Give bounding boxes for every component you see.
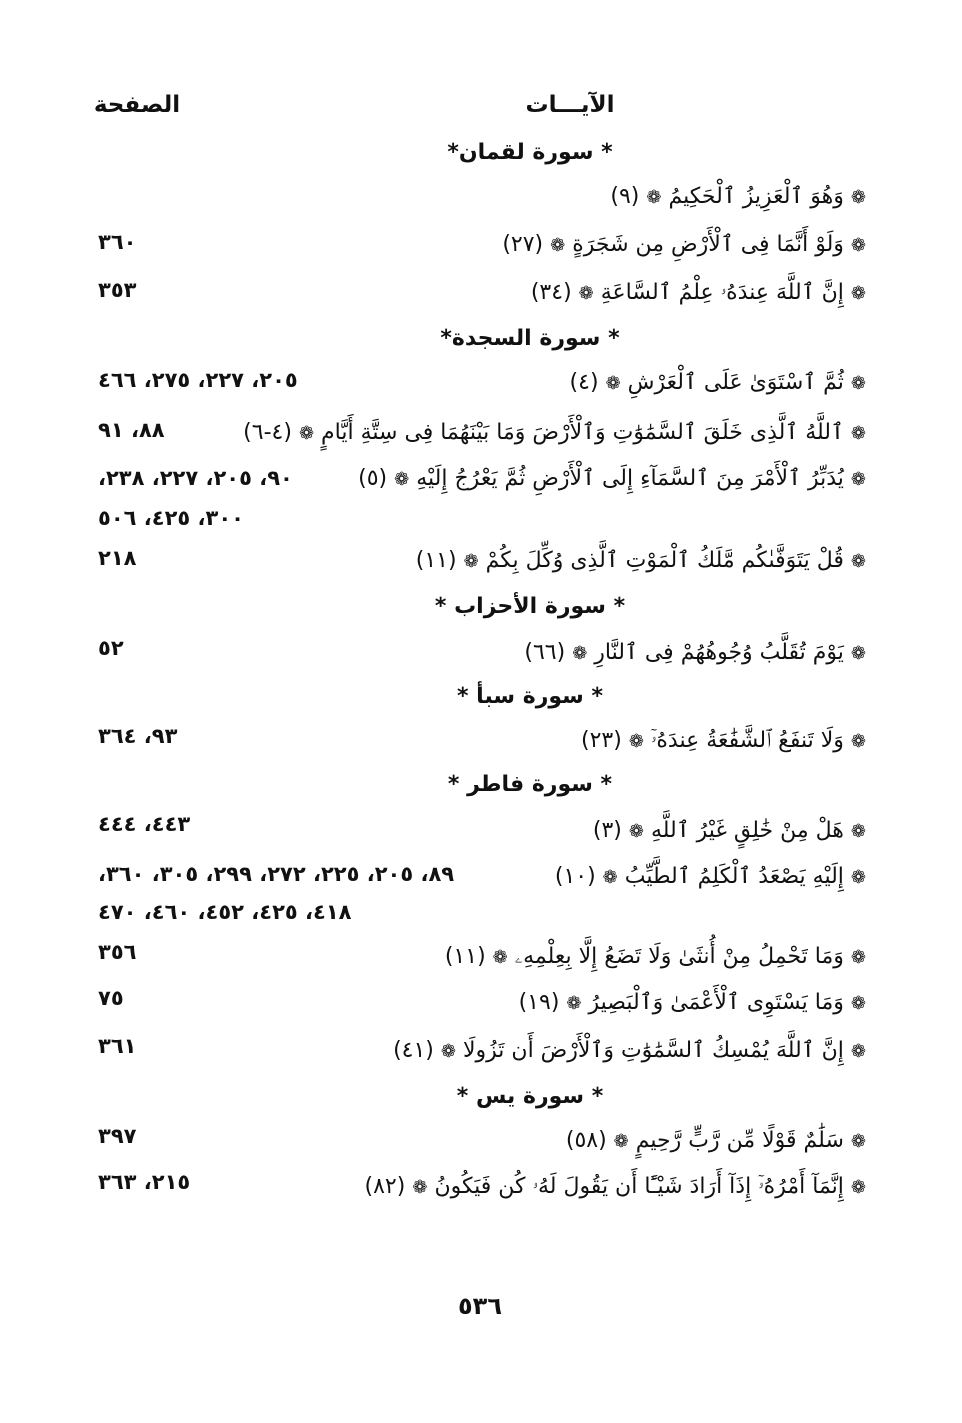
close-bracket-ornament: ❁ [412,1177,428,1198]
verse-number: (٢٧) [502,232,544,257]
open-bracket-ornament: ❁ [850,867,866,888]
verse-entry [546,864,866,889]
verse-number: (٣٤) [530,280,572,305]
page-reference: ٧٥ [98,986,124,1010]
verse-text: إِنَّ ٱللَّهَ عِندَهُۥ عِلْمُ ٱلسَّاعَةِ [600,280,844,305]
surah-heading-fatir: * سورة فاطر * [447,772,613,797]
verse-number: (١٩) [518,990,560,1015]
surah-heading-saba: * سورة سبأ * [457,684,603,709]
verse-number: (١٠) [554,864,596,889]
close-bracket-ornament: ❁ [550,235,566,256]
verse-number: (٤-٦) [243,420,292,445]
verse-number: (٣) [592,818,622,843]
verse-text: إِنَّمَآ أَمْرُهُۥٓ إِذَآ أَرَادَ شَيْـًٔا أَن يَقُولَ لَهُۥ كُن فَيَكُونُ [434,1174,844,1199]
verse-number: (٤١) [393,1038,434,1063]
verse-text: وَمَا يَسْتَوِى ٱلْأَعْمَىٰ وَٱلْبَصِيرُ [588,990,844,1015]
verse-text: إِنَّ ٱللَّهَ يُمْسِكُ ٱلسَّمَٰوَٰتِ وَٱلْأَرْضَ أَن تَزُولَا [462,1038,844,1063]
verse-number: (٩) [610,184,640,209]
open-bracket-ornament: ❁ [850,423,866,444]
page-reference-continued: ٤١٨، ٤٢٥، ٤٥٢، ٤٦٠، ٤٧٠ [98,900,352,924]
close-bracket-ornament: ❁ [298,423,315,444]
page-reference: ٩٠، ٢٠٥، ٢٢٧، ٢٣٨، [98,466,293,490]
surah-heading-ahzab: * سورة الأحزاب * [434,594,626,619]
verse-text: هَلْ مِنْ خَٰلِقٍ غَيْرُ ٱللَّهِ [650,818,844,843]
open-bracket-ornament: ❁ [850,187,866,208]
close-bracket-ornament: ❁ [628,821,644,842]
verse-text: ثُمَّ ٱسْتَوَىٰ عَلَى ٱلْعَرْشِ [627,370,844,395]
page-reference: ٣٥٦ [98,940,137,964]
verse-number: (١١) [415,548,457,573]
open-bracket-ornament: ❁ [850,993,866,1014]
close-bracket-ornament: ❁ [605,373,621,394]
verses-column-header: الآيـــات [525,92,615,118]
open-bracket-ornament: ❁ [850,373,866,394]
surah-heading-luqman: * سورة لقمان* [447,140,613,165]
verse-number: (٨٢) [364,1174,406,1199]
verse-text: يُدَبِّرُ ٱلْأَمْرَ مِنَ ٱلسَّمَآءِ إِلَى ٱلْأَرْضِ ثُمَّ يَعْرُجُ إِلَيْهِ [416,466,844,491]
verse-number: (٥) [358,466,388,491]
close-bracket-ornament: ❁ [613,1131,629,1152]
surah-heading-yasin: * سورة يس * [456,1084,604,1109]
page-reference: ٥٢ [98,636,124,660]
close-bracket-ornament: ❁ [463,551,479,572]
page-reference: ٢١٨ [98,546,137,570]
verse-entry [358,466,866,491]
open-bracket-ornament: ❁ [850,1041,866,1062]
verse-number: (١١) [444,944,486,969]
close-bracket-ornament: ❁ [602,867,618,888]
close-bracket-ornament: ❁ [572,643,588,664]
page-number: ٥٣٦ [458,1292,502,1320]
verse-number: (٤) [569,370,599,395]
page-reference: ٣٥٣ [98,278,137,302]
verse-number: (٥٨) [565,1128,607,1153]
close-bracket-ornament: ❁ [578,283,594,304]
verse-entry [306,184,866,209]
open-bracket-ornament: ❁ [850,1131,866,1152]
page-reference: ٣٦٠ [98,230,137,254]
verse-text: ٱللَّهُ ٱلَّذِى خَلَقَ ٱلسَّمَٰوَٰتِ وَٱلْأَرْضَ وَمَا بَيْنَهُمَا فِى سِتَّةِ أَيَّامٍ [321,420,844,445]
close-bracket-ornament: ❁ [492,947,508,968]
open-bracket-ornament: ❁ [850,283,866,304]
page-reference: ٩٣، ٣٦٤ [98,724,178,748]
surah-heading-sajdah: * سورة السجدة* [440,326,620,351]
page-reference: ٢١٥، ٣٦٣ [98,1170,191,1194]
close-bracket-ornament: ❁ [440,1041,456,1062]
verse-text: إِلَيْهِ يَصْعَدُ ٱلْكَلِمُ ٱلطَّيِّبُ [624,864,844,889]
verse-text: وَلَا تَنفَعُ ٱلشَّفَٰعَةُ عِندَهُۥٓ [650,728,844,753]
close-bracket-ornament: ❁ [394,469,410,490]
verse-entry [226,420,866,445]
verse-text: قُلْ يَتَوَفَّىٰكُم مَّلَكُ ٱلْمَوْتِ ٱلَّذِى وُكِّلَ بِكُمْ [485,548,844,573]
verse-text: وَلَوْ أَنَّمَا فِى ٱلْأَرْضِ مِن شَجَرَةٍ [572,232,844,257]
open-bracket-ornament: ❁ [850,1177,866,1198]
open-bracket-ornament: ❁ [850,235,866,256]
page-reference: ٣٩٧ [98,1124,137,1148]
open-bracket-ornament: ❁ [850,947,866,968]
verse-number: (٢٣) [580,728,622,753]
open-bracket-ornament: ❁ [850,643,866,664]
close-bracket-ornament: ❁ [566,993,582,1014]
verse-text: يَوْمَ تُقَلَّبُ وُجُوهُهُمْ فِى ٱلنَّارِ [594,640,844,665]
close-bracket-ornament: ❁ [628,731,644,752]
page-reference: ٨٨، ٩١ [98,418,165,442]
page-reference: ٤٤٣، ٤٤٤ [98,812,191,836]
open-bracket-ornament: ❁ [850,551,866,572]
verse-text: سَلَٰمٌ قَوْلًا مِّن رَّبٍّ رَّحِيمٍ [635,1128,844,1153]
open-bracket-ornament: ❁ [850,821,866,842]
page-reference: ٣٦١ [98,1034,137,1058]
close-bracket-ornament: ❁ [646,187,662,208]
page-reference: ٨٩، ٢٠٥، ٢٢٥، ٢٧٢، ٢٩٩، ٣٠٥، ٣٦٠، [98,862,455,886]
open-bracket-ornament: ❁ [850,469,866,490]
verse-text: وَمَا تَحْمِلُ مِنْ أُنثَىٰ وَلَا تَضَعُ إِلَّا بِعِلْمِهِۦ [514,944,844,969]
page-reference: ٢٠٥، ٢٢٧، ٢٧٥، ٤٦٦ [98,368,298,392]
open-bracket-ornament: ❁ [850,731,866,752]
page-reference-continued: ٣٠٠، ٤٢٥، ٥٠٦ [98,506,244,530]
verse-number: (٦٦) [524,640,566,665]
verse-text: وَهُوَ ٱلْعَزِيزُ ٱلْحَكِيمُ [668,184,844,209]
pages-column-header: الصفحة [93,92,181,118]
